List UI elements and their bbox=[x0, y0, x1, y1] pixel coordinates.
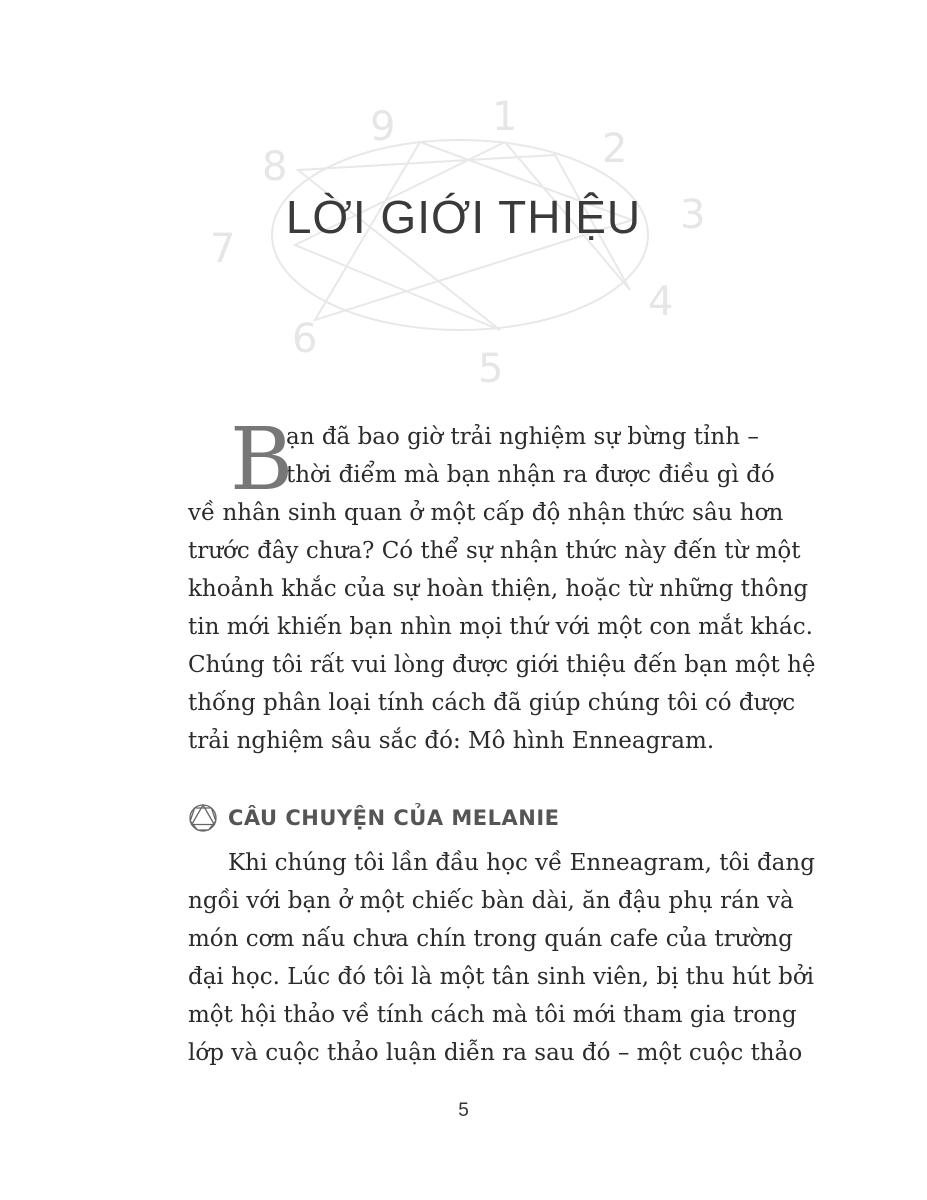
intro-line-3: về nhân sinh quan ở một cấp độ nhận thức sâu hơn bbox=[188, 500, 784, 526]
page-number: 5 bbox=[458, 1100, 469, 1121]
intro-line-5: khoảnh khắc của sự hoàn thiện, hoặc từ những thông bbox=[188, 576, 809, 602]
watermark-number-6: 6 bbox=[292, 316, 318, 362]
intro-line-8: thống phân loại tính cách đã giúp chúng tôi có được bbox=[188, 690, 796, 716]
story-paragraph bbox=[188, 844, 815, 1072]
intro-line-1: ạn đã bao giờ trải nghiệm sự bừng tỉnh – bbox=[286, 424, 759, 450]
intro-line-2: thời điểm mà bạn nhận ra được điều gì đó bbox=[286, 462, 775, 488]
story-line-5: một hội thảo về tính cách mà tôi mới tham gia trong bbox=[188, 1002, 797, 1028]
story-line-6: lớp và cuộc thảo luận diễn ra sau đó – một cuộc thảo bbox=[188, 1040, 803, 1066]
intro-paragraph bbox=[188, 410, 816, 760]
watermark-number-7: 7 bbox=[210, 226, 236, 272]
watermark-number-9: 9 bbox=[370, 104, 396, 150]
intro-line-7: Chúng tôi rất vui lòng được giới thiệu đến bạn một hệ bbox=[188, 652, 816, 678]
section-heading bbox=[188, 798, 740, 838]
watermark-number-2: 2 bbox=[602, 126, 628, 172]
intro-line-4: trước đây chưa? Có thể sự nhận thức này đến từ một bbox=[188, 538, 801, 564]
watermark-number-4: 4 bbox=[648, 279, 674, 325]
drop-cap: B bbox=[230, 410, 294, 510]
enneagram-icon bbox=[188, 803, 218, 833]
watermark-number-3: 3 bbox=[680, 192, 706, 238]
intro-line-6: tin mới khiến bạn nhìn mọi thứ với một con mắt khác. bbox=[188, 614, 813, 640]
watermark-number-5: 5 bbox=[478, 346, 504, 390]
watermark-number-1: 1 bbox=[492, 100, 518, 140]
chapter-title: LỜI GIỚI THIỆU bbox=[285, 191, 642, 243]
story-line-1: Khi chúng tôi lần đầu học về Enneagram, tôi đang bbox=[228, 850, 815, 876]
story-line-4: đại học. Lúc đó tôi là một tân sinh viên, bị thu hút bởi bbox=[188, 964, 815, 990]
story-line-2: ngồi với bạn ở một chiếc bàn dài, ăn đậu phụ rán và bbox=[188, 888, 794, 914]
story-line-3: món cơm nấu chưa chín trong quán cafe của trường bbox=[188, 926, 793, 952]
enneagram-watermark-icon bbox=[200, 100, 720, 390]
intro-line-9: trải nghiệm sâu sắc đó: Mô hình Enneagram. bbox=[188, 728, 715, 754]
section-title: CÂU CHUYỆN CỦA MELANIE bbox=[228, 806, 560, 830]
watermark-number-8: 8 bbox=[262, 144, 288, 190]
